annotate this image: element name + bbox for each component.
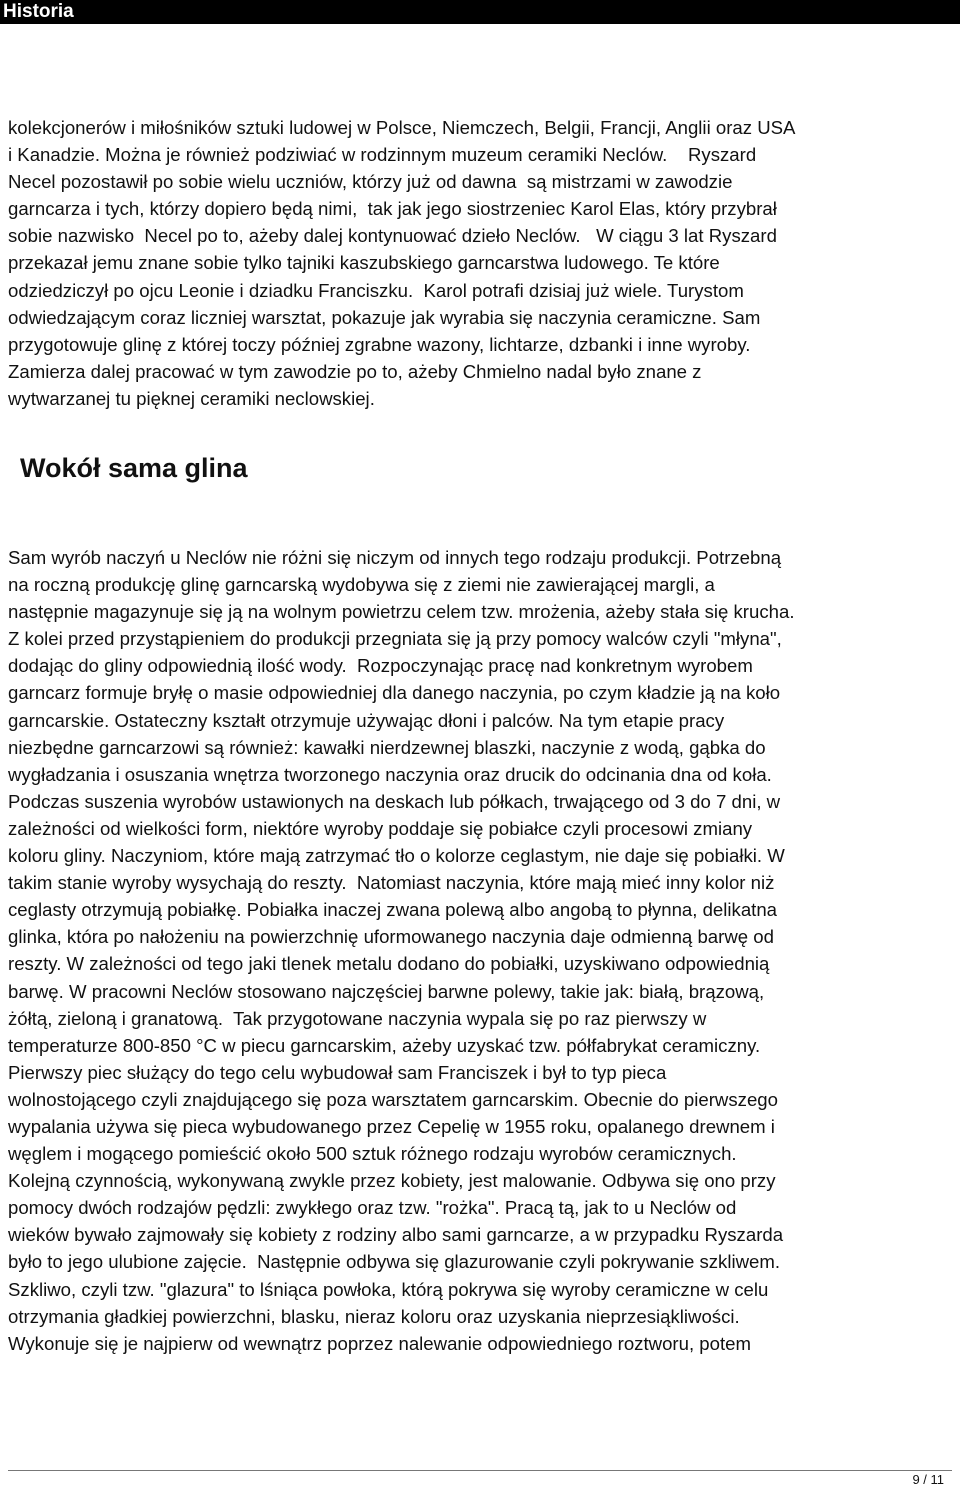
body-paragraph-1 [8,114,958,412]
text-line: garncarz formuje bryłę o masie odpowiedniej dla danego naczynia, po czym kładzie ją na koło [8,682,781,704]
text-line: wypalania używa się pieca wybudowanego przez Cepelię w 1955 roku, opalanego drewnem i [8,1115,775,1137]
text-line: Necel pozostawił po sobie wielu uczniów, którzy już od dawna są mistrzami w zawodzie [8,171,733,193]
text-line: Wykonuje się je najpierw od wewnątrz poprzez nalewanie odpowiedniego roztworu, potem [8,1332,751,1354]
text-line: na roczną produkcję glinę garncarską wydobywa się z ziemi nie zawierającej margli, a [8,574,715,596]
text-line: kolekcjonerów i miłośników sztuki ludowej w Polsce, Niemczech, Belgii, Francji, Anglii oraz USA [8,117,796,138]
text-line: odziedziczył po ojcu Leonie i dziadku Franciszku. Karol potrafi dzisiaj już wiele. Turystom [8,279,744,301]
text-line: następnie magazynuje się ją na wolnym powietrzu celem tzw. mrożenia, ażeby stała się krucha. [8,601,795,623]
text-line: Podczas suszenia wyrobów ustawionych na deskach lub półkach, trwającego od 3 do 7 dni, w [8,790,781,812]
header-bar [0,0,960,24]
page-number: 9 / 11 [912,1472,944,1487]
text-line: i Kanadzie. Można je również podziwiać w rodzinnym muzeum ceramiki Neclów. Ryszard [8,144,757,166]
section-heading: Wokół sama glina [20,453,248,483]
text-line: niezbędne garncarzowi są również: kawałki nierdzewnej blaszki, naczynie z wodą, gąbka do [8,736,766,758]
text-line: zależności od wielkości form, niektóre wyroby poddaje się pobiałce czyli procesowi zmiany [8,817,753,839]
text-line: sobie nazwisko Necel po to, ażeby dalej kontynuować dzieło Neclów. W ciągu 3 lat Ryszard [8,225,777,247]
text-line: wygładzania i osuszania wnętrza tworzonego naczynia oraz drucik do odcinania dna od koła. [8,763,772,785]
text-line: dodając do gliny odpowiednią ilość wody. Rozpoczynając pracę nad konkretnym wyrobem [8,655,753,677]
text-line: garncarskie. Ostateczny kształt otrzymuje używając dłoni i palców. Na tym etapie pracy [8,709,725,731]
text-line: żółtą, zieloną i granatową. Tak przygotowane naczynia wypala się po raz pierwszy w [8,1007,707,1029]
text-line: reszty. W zależności od tego jaki tlenek metalu dodano do pobiałki, uzyskiwano odpowiednią [8,953,770,975]
text-line: wieków bywało zajmowały się kobiety z rodziny albo sami garncarze, a w przypadku Ryszarda [8,1224,784,1246]
text-line: węglem i mogącego pomieścić około 500 sztuk różnego rodzaju wyrobów ceramicznych. [8,1143,737,1165]
body-paragraph-2 [8,544,958,1357]
text-line: Pierwszy piec służący do tego celu wybudował sam Franciszek i był to typ pieca [8,1061,667,1083]
text-line: wytwarzanej tu pięknej ceramiki neclowskiej. [8,387,375,409]
text-line: Szkliwo, czyli tzw. "glazura" to lśniąca powłoka, którą pokrywa się wyroby ceramiczne w celu [8,1278,769,1300]
text-line: Z kolei przed przystąpieniem do produkcji przegniata się ją przy pomocy walców czyli "młyna", [8,628,782,650]
page-title: Historia [3,1,74,22]
text-line: glinka, która po nałożeniu na powierzchnię uformowanego naczynia daje odmienną barwę od [8,926,774,948]
text-line: wolnostojącego czyli znajdującego się poza warsztatem garncarskim. Obecnie do pierwszego [8,1088,778,1110]
text-line: przekazał jemu znane sobie tylko tajniki kaszubskiego garncarstwa ludowego. Te które [8,252,720,274]
text-line: było to jego ulubione zajęcie. Następnie odbywa się glazurowanie czyli pokrywanie szkliwem. [8,1251,781,1273]
text-line: Kolejną czynnością, wykonywaną zwykle przez kobiety, jest malowanie. Odbywa się ono przy [8,1170,776,1192]
text-line: otrzymania gładkiej powierzchni, blasku, nieraz koloru oraz uzyskania nieprzesiąkliwości. [8,1305,740,1327]
text-line: koloru gliny. Naczyniom, które mają zatrzymać tło o kolorze ceglastym, nie daje się pobiałki. W [8,845,785,867]
text-line: ceglasty otrzymują pobiałkę. Pobiałka inaczej zwana polewą albo angobą to płynna, delikatna [8,899,778,921]
footer-divider [8,1470,952,1471]
text-line: pomocy dwóch rodzajów pędzli: zwykłego oraz tzw. "rożka". Pracą tą, jak to u Neclów od [8,1197,737,1219]
text-line: garncarza i tych, którzy dopiero będą nimi, tak jak jego siostrzeniec Karol Elas, który przybrał [8,198,777,220]
text-line: temperaturze 800-850 °C w piecu garncarskim, ażeby uzyskać tzw. półfabrykat ceramiczny. [8,1034,761,1056]
text-line: przygotowuje glinę z której toczy później zgrabne wazony, lichtarze, dzbanki i inne wyroby. [8,333,751,355]
text-line: takim stanie wyroby wysychają do reszty. Natomiast naczynia, które mają mieć inny kolor niż [8,872,775,894]
text-line: Sam wyrób naczyń u Neclów nie różni się niczym od innych tego rodzaju produkcji. Potrzebną [8,547,782,568]
text-line: Zamierza dalej pracować w tym zawodzie po to, ażeby Chmielno nadal było znane z [8,360,702,382]
text-line: barwę. W pracowni Neclów stosowano najczęściej barwne polewy, takie jak: białą, brązową, [8,980,765,1002]
text-line: odwiedzającym coraz liczniej warsztat, pokazuje jak wyrabia się naczynia ceramiczne. Sam [8,306,761,328]
